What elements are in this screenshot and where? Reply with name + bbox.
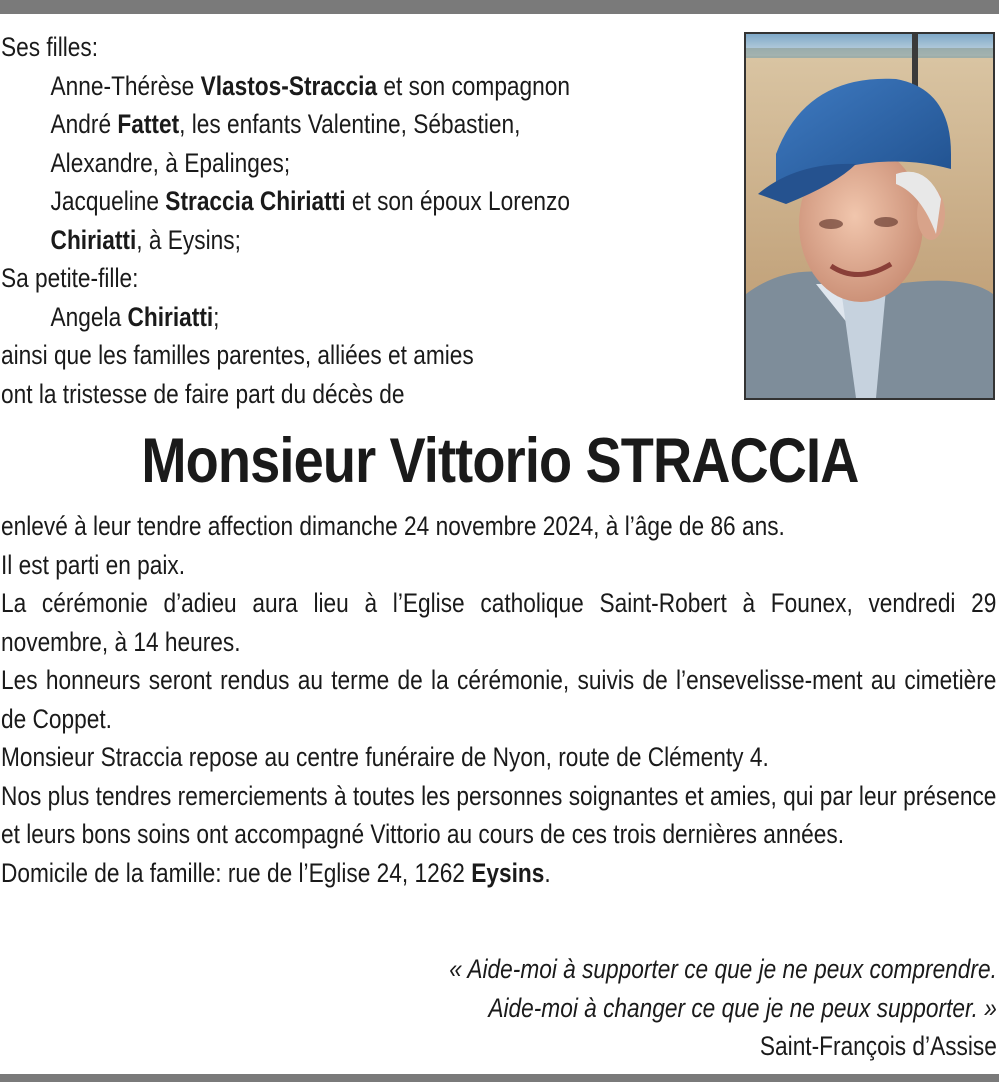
family-address: Domicile de la famille: rue de l’Eglise 24, 1262 Eysins. xyxy=(1,857,551,888)
announcement-body xyxy=(1,507,996,892)
daughter-line-2: André Fattet, les enfants Valentine, Sébastien, xyxy=(50,109,521,139)
quote-line-2: Aide-moi à changer ce que je ne peux supporter. » xyxy=(488,992,997,1023)
body-paragraph-1: enlevé à leur tendre affection dimanche 24 novembre 2024, à l’âge de 86 ans. xyxy=(1,511,785,541)
granddaughter-heading: Sa petite-fille: xyxy=(1,263,139,293)
daughters-heading: Ses filles: xyxy=(1,32,99,62)
top-rule xyxy=(0,0,999,14)
daughter-line-3: Alexandre, à Epalinges; xyxy=(50,147,291,178)
quote-author: Saint-François d’Assise xyxy=(760,1031,997,1061)
rest-place-paragraph: Monsieur Straccia repose au centre funéraire de Nyon, route de Clémenty 4. xyxy=(1,742,769,772)
granddaughter-line: Angela Chiriatti; xyxy=(50,301,220,332)
thanks-paragraph: Nos plus tendres remerciements à toutes les personnes soignantes et amies, qui par leur présence et leurs bons soins ont accompagné Vittorio au cours de ces trois dernières années. xyxy=(1,780,997,849)
bottom-rule xyxy=(0,1074,999,1082)
daughter-line-1: Anne-Thérèse Vlastos-Straccia et son compagnon xyxy=(50,70,571,101)
daughter-line-5: Chiriatti, à Eysins; xyxy=(50,224,241,255)
ceremony-paragraph: La cérémonie d’adieu aura lieu à l’Eglise catholique Saint-Robert à Founex, vendredi 29 novembre, à 14 heures. xyxy=(1,588,997,657)
quote-line-1: « Aide-moi à supporter ce que je ne peux comprendre. xyxy=(449,954,997,984)
closing-quote xyxy=(345,950,997,1066)
announcement-line: ont la tristesse de faire part du décès de xyxy=(1,378,405,409)
relatives-line: ainsi que les familles parentes, alliées et amies xyxy=(1,340,474,370)
body-paragraph-2: Il est parti en paix. xyxy=(1,549,186,580)
portrait-photo xyxy=(744,32,995,400)
portrait-illustration xyxy=(746,34,993,398)
family-announcement xyxy=(1,28,736,413)
honours-paragraph: Les honneurs seront rendus au terme de la cérémonie, suivis de l’ensevelisse-ment au cimetière de Coppet. xyxy=(1,665,997,734)
daughter-line-4: Jacqueline Straccia Chiriatti et son époux Lorenzo xyxy=(50,186,571,216)
deceased-name: Monsieur Vittorio STRACCIA xyxy=(140,426,859,496)
